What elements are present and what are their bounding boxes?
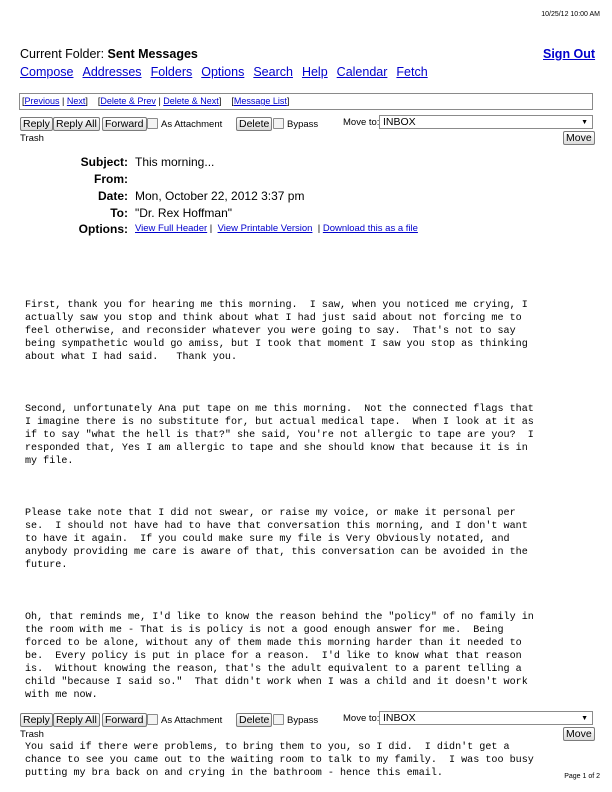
as-attachment-label: As Attachment — [161, 715, 223, 726]
move-to-folder-select[interactable] — [379, 115, 593, 129]
current-folder-name: Sent Messages — [107, 47, 198, 61]
body-paragraph: Please take note that I did not swear, or raise my voice, or make it personal per se. I should not have had to have that conversation this morning, and I don't want to have it again. If you could make sure my file is Very Obviously notated, and anybody providing me care is aware of that, this conversation can be avoided in the future. — [25, 508, 528, 571]
next-message-link[interactable]: Next — [66, 96, 86, 106]
move-to-label: Move to: — [343, 713, 380, 724]
options-label: Options: — [78, 222, 128, 236]
dropdown-caret-icon: ▼ — [581, 715, 588, 722]
body-paragraph: Second, unfortunately Ana put tape on me this morning. Not the connected flags that I imagine there is no substitute for, but actual medical tape. When I look at it as if to say "what the hell is that?" she said, You're not allergic to tape are you? I responded that, Yes I am allergic to tape and she should know that because it is in my file. — [25, 404, 534, 467]
reply-button[interactable]: Reply — [20, 117, 53, 131]
dropdown-caret-icon: ▼ — [581, 119, 588, 126]
delete-button[interactable]: Delete — [236, 713, 272, 727]
subject-value: This morning... — [135, 155, 215, 169]
reply-button[interactable]: Reply — [20, 713, 53, 727]
bypass-label: Bypass — [287, 715, 319, 726]
delete-button[interactable]: Delete — [236, 117, 272, 131]
nav-calendar[interactable]: Calendar — [336, 65, 388, 79]
body-paragraph: First, thank you for hearing me this morning. I saw, when you noticed me crying, I actually saw you stop and think about what I had just said about not forcing me to feel otherwise, and reconsider whatever you were going to say. That's not to say being sympathetic would go amiss, but I took that moment I saw you stop as thinking about what I had said. Thank you. — [25, 300, 528, 363]
current-folder-label: Current Folder: — [20, 47, 105, 61]
sign-out-link[interactable]: Sign Out — [543, 47, 596, 61]
as-attachment-checkbox[interactable] — [147, 714, 158, 725]
body-paragraph: You said if there were problems, to bring them to you, so I did. I didn't get a chance to see you came out to the waiting room to talk to my family. I was too busy putting my bra back on and crying in the bathroom - hence this email. — [25, 742, 534, 779]
move-button[interactable]: Move — [563, 131, 595, 145]
bypass-checkbox[interactable] — [273, 118, 284, 129]
view-printable-version-link[interactable]: View Printable Version — [217, 223, 313, 234]
page-number: Page 1 of 2 — [564, 773, 600, 780]
message-navigation-bar: [Previous | Next] [Delete & Prev | Delete & Next] [Message List] — [19, 93, 593, 110]
move-to-selected-value: INBOX — [383, 712, 416, 724]
current-folder — [20, 47, 198, 61]
previous-message-link[interactable]: Previous — [24, 96, 60, 106]
move-to-folder-select[interactable] — [379, 711, 593, 725]
download-as-file-link[interactable]: Download this as a file — [322, 223, 418, 234]
print-timestamp: 10/25/12 10:00 AM — [541, 11, 600, 18]
as-attachment-label: As Attachment — [161, 119, 223, 130]
nav-folders[interactable]: Folders — [150, 65, 193, 79]
from-label: From: — [94, 172, 128, 186]
move-to-selected-value: INBOX — [383, 116, 416, 128]
as-attachment-checkbox[interactable] — [147, 118, 158, 129]
date-value: Mon, October 22, 2012 3:37 pm — [135, 189, 305, 203]
message-toolbar-bottom — [20, 712, 592, 748]
nav-help[interactable]: Help — [301, 65, 328, 79]
forward-button[interactable]: Forward — [102, 117, 147, 131]
nav-search[interactable]: Search — [253, 65, 293, 79]
bypass-checkbox[interactable] — [273, 714, 284, 725]
reply-all-button[interactable]: Reply All — [53, 713, 100, 727]
move-to-label: Move to: — [343, 117, 380, 128]
message-toolbar-top — [20, 116, 592, 152]
trash-label: Trash — [20, 729, 44, 740]
message-list-link[interactable]: Message List — [233, 96, 287, 106]
nav-fetch[interactable]: Fetch — [396, 65, 428, 79]
subject-label: Subject: — [80, 155, 128, 169]
date-label: Date: — [97, 189, 128, 203]
to-value: "Dr. Rex Hoffman" — [135, 206, 232, 220]
forward-button[interactable]: Forward — [102, 713, 147, 727]
body-paragraph: Oh, that reminds me, I'd like to know the reason behind the "policy" of no family in the room with me - That is is policy is not a good enough answer for me. Being forced to be alone, without any of them made this morning harder than it needed to be. Every policy is put in place for a reason. I'd like to know what that reason is. Without knowing the reason, that's the adult equivalent to a parent telling a child "because I said so." That didn't work when I was a child and it doesn't work with me now. — [25, 612, 534, 701]
bypass-label: Bypass — [287, 119, 319, 130]
delete-prev-link[interactable]: Delete & Prev — [100, 96, 156, 106]
view-full-header-link[interactable]: View Full Header — [135, 223, 208, 234]
move-button[interactable]: Move — [563, 727, 595, 741]
delete-next-link[interactable]: Delete & Next — [163, 96, 219, 106]
header-options: View Full Header | View Printable Version | Download this as a file — [135, 223, 418, 234]
nav-compose[interactable]: Compose — [20, 65, 74, 79]
trash-label: Trash — [20, 133, 44, 144]
to-label: To: — [110, 206, 128, 220]
reply-all-button[interactable]: Reply All — [53, 117, 100, 131]
nav-addresses[interactable]: Addresses — [82, 65, 142, 79]
main-nav — [20, 65, 428, 79]
nav-options[interactable]: Options — [201, 65, 245, 79]
